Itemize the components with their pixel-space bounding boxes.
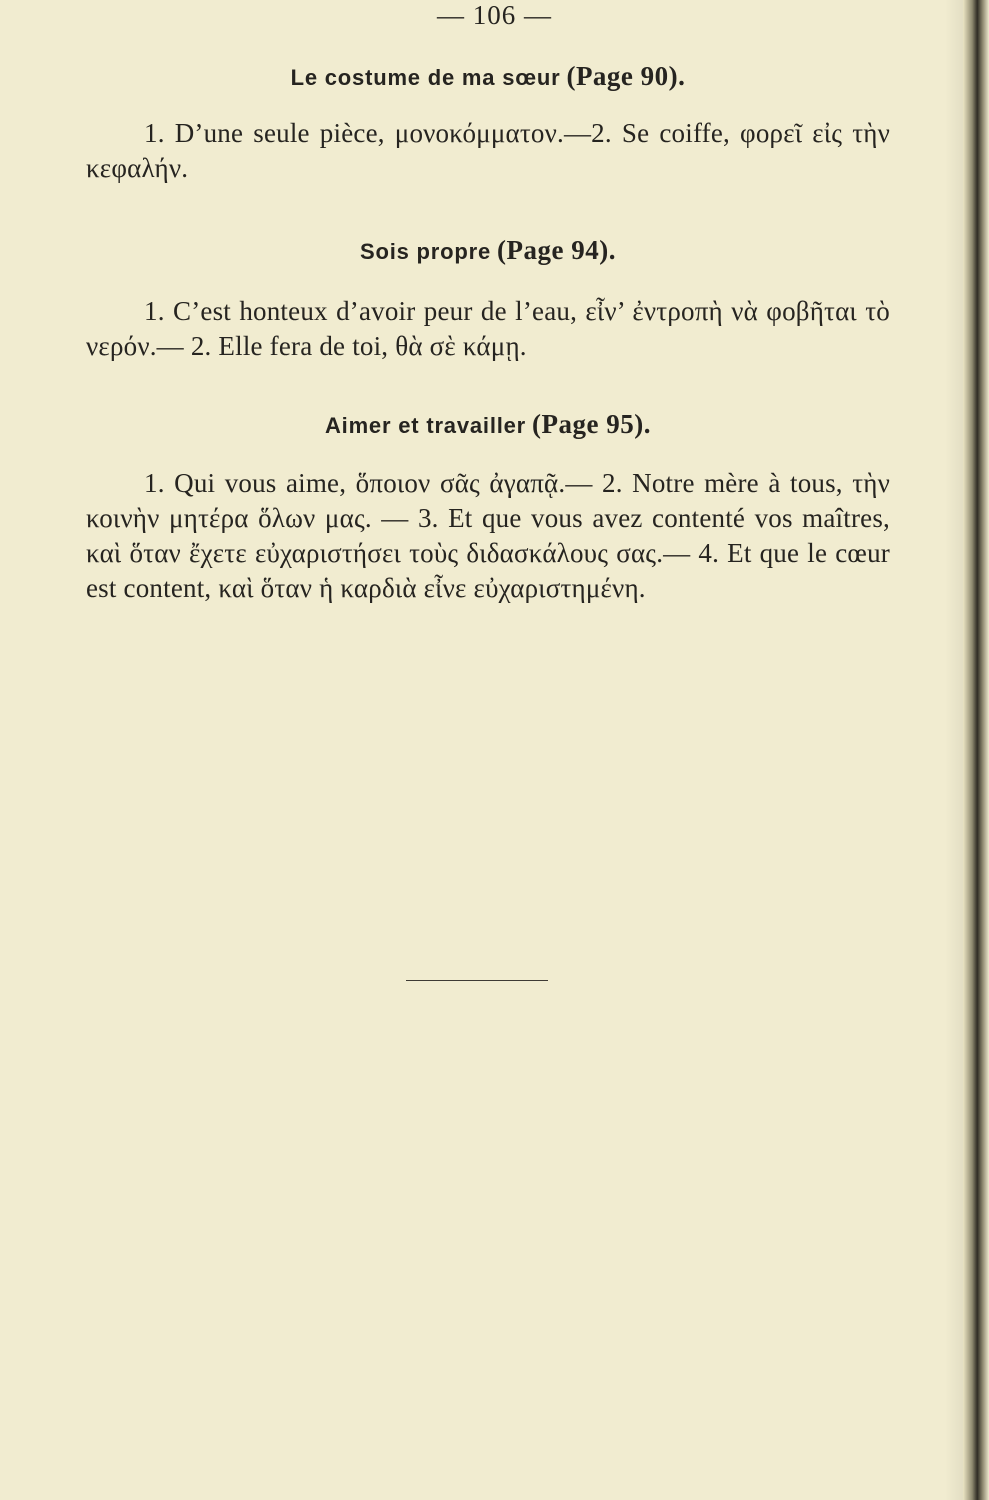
section-paragraph-propre: 1. C’est honteux d’avoir peur de l’eau, εἶν’ ἐντροπὴ νὰ φοβῆται τὸ νερόν.— 2. Elle fera de toi, θὰ σὲ κάμῃ. — [86, 296, 890, 361]
section-title-text: Aimer et travailler — [324, 413, 527, 438]
section-paragraph-aimer: 1. Qui vous aime, ὅποιον σᾶς ἀγαπᾷ.— 2. Notre mère à tous, τὴν κοινὴν μητέρα ὅλων μας. — 3. Et que vous avez contenté vos maîtres, καὶ ὅταν ἔχετε εὐχαριστήσει τοὺς διδασκάλους σας.— 4. Et que le cœur est content, καὶ ὅταν ἡ καρδιὰ εἶνε εὐχαριστημένη. — [86, 468, 890, 603]
section-title-aimer — [86, 400, 890, 450]
page-number: — 106 — — [437, 0, 552, 30]
section-title-propre — [86, 226, 890, 276]
section-title-text: Sois propre — [359, 239, 492, 264]
section-title-text: Le costume de ma sœur — [290, 65, 561, 90]
page-content — [86, 52, 890, 634]
section-paragraph-costume: 1. D’une seule pièce, μονοκόμματον.—2. Se coiffe, φορεῖ εἰς τὴν κεφαλήν. — [86, 118, 890, 183]
section-page-ref: (Page 94). — [497, 235, 616, 265]
end-divider — [406, 980, 548, 981]
section-title-costume — [86, 52, 890, 102]
section-page-ref: (Page 95). — [532, 409, 652, 439]
page-gutter-shadow — [945, 0, 963, 1500]
section-page-ref: (Page 90). — [566, 61, 686, 91]
page-edge — [963, 0, 989, 1500]
